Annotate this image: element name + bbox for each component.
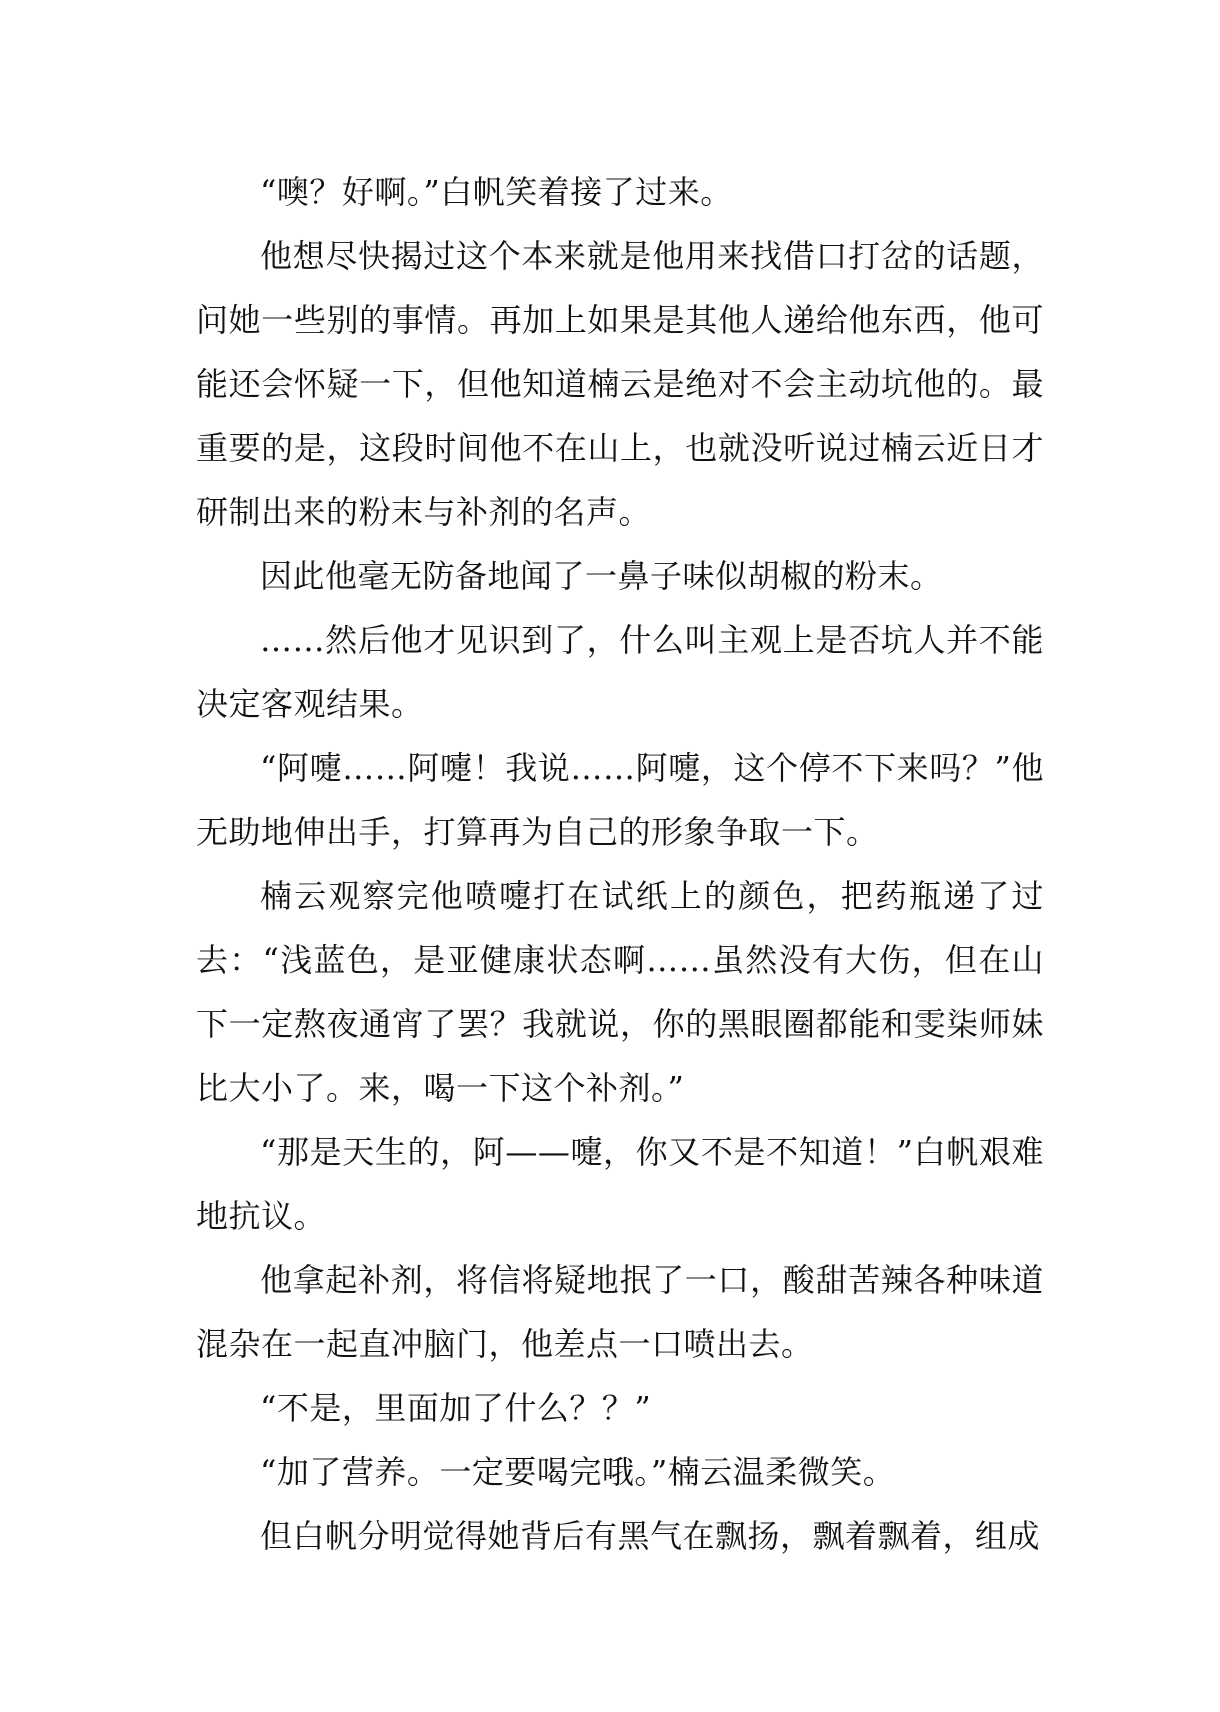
- paragraph-1: “噢？好啊。”白帆笑着接了过来。: [260, 173, 733, 211]
- paragraph-8: 他拿起补剂，将信将疑地抿了一口，酸甜苦辣各种味道混杂在一起直冲脑门，他差点一口喷出去。: [196, 1261, 1044, 1363]
- paragraph-6: 楠云观察完他喷嚏打在试纸上的颜色，把药瓶递了过去：“浅蓝色，是亚健康状态啊……虽然没有大伤，但在山下一定熬夜通宵了罢？我就说，你的黑眼圈都能和雯柒师妹比大小了。来，喝一下这个补剂。”: [196, 877, 1044, 1107]
- paragraph-3: 因此他毫无防备地闻了一鼻子味似胡椒的粉末。: [260, 557, 943, 595]
- paragraph-7: “那是天生的，阿——嚏，你又不是不知道！”白帆艰难地抗议。: [196, 1133, 1044, 1235]
- paragraph-2: 他想尽快揭过这个本来就是他用来找借口打岔的话题，问她一些别的事情。再加上如果是其他人递给他东西，他可能还会怀疑一下，但他知道楠云是绝对不会主动坑他的。最重要的是，这段时间他不在山上，也就没听说过楠云近日才研制出来的粉末与补剂的名声。: [196, 237, 1044, 531]
- paragraph-4: ……然后他才见识到了，什么叫主观上是否坑人并不能决定客观结果。: [196, 621, 1044, 723]
- paragraph-11: 但白帆分明觉得她背后有黑气在飘扬，飘着飘着，组成: [260, 1517, 1041, 1555]
- paragraph-9: “不是，里面加了什么？？”: [260, 1389, 652, 1427]
- paragraph-10: “加了营养。一定要喝完哦。”楠云温柔微笑。: [260, 1453, 896, 1491]
- body-text: [196, 160, 1044, 1568]
- paragraph-5: “阿嚏……阿嚏！我说……阿嚏，这个停不下来吗？”他无助地伸出手，打算再为自己的形象争取一下。: [196, 749, 1044, 851]
